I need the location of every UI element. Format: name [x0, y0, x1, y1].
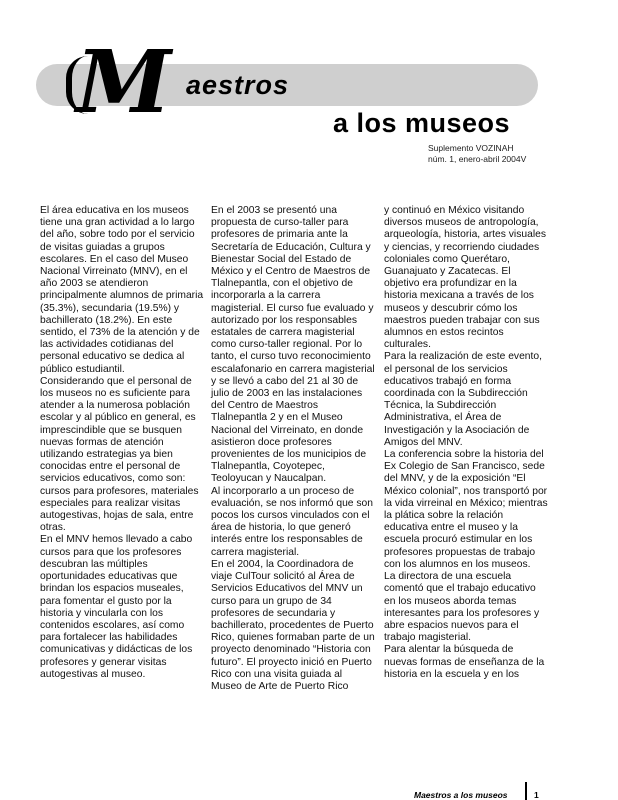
- paragraph: En el MNV hemos llevado a cabo cursos para que los profesores descubran las múltiples oportunidades educativas que brindan los espacios museales, para fomentar el gusto por la historia y vincularla con los contenidos escolares, así como para fortalecer las habilidades comunicativas y didácticas de los profesores y generar visitas autogestivas al museo.: [40, 534, 193, 680]
- text-column-2: [211, 205, 375, 693]
- paragraph: Para alentar la búsqueda de nuevas formas de enseñanza de la historia en la escuela y en los: [384, 644, 545, 680]
- drop-letter: M: [76, 32, 170, 133]
- paragraph: En el 2004, la Coordinadora de viaje CulTour solicitó al Área de Servicios Educativos del MNV un curso para un grupo de 34 profesores de secundaria y bachillerato, procedentes de Puerto Rico, quienes formaban parte de un proyecto denominado “Historia con futuro”. El proyecto inició en Puerto Rico con una visita guiada al Museo de Arte de Puerto Rico: [211, 558, 375, 692]
- running-title: Maestros a los museos: [414, 790, 508, 800]
- supplement-issue: núm. 1, enero-abril 2004V: [428, 154, 527, 164]
- text-column-1: [40, 205, 204, 681]
- paragraph: Para la realización de este evento, el personal de los servicios educativos trabajó en forma coordinada con la Subdirección Técnica, la Subdirección Administrativa, el Área de Investigación y la Asociación de Amigos del MNV.: [384, 351, 542, 448]
- supplement-name: Suplemento VOZINAH: [428, 143, 514, 153]
- paragraph: Al incorporarlo a un proceso de evaluación, se nos informó que son pocos los cursos vinculados con el área de historia, lo que generó interés entre los responsables de carrera magisterial.: [211, 485, 373, 558]
- supplement-info: [428, 143, 526, 165]
- paragraph: El área educativa en los museos tiene una gran actividad a lo largo del año, sobre todo por el servicio de visitas guiadas a grupos escolares. En el caso del Museo Nacional Virreinato (MNV), en el año 2003 se atendieron principalmente alumnos de primaria (35.3%), secundaria (19.5%) y bachillerato (18.2%). En este sentido, el 73% de la atención y de las actividades cotidianas del personal educativo se dedica al público estudiantil.: [40, 205, 204, 375]
- paragraph: La directora de una escuela comentó que el trabajo educativo en los museos aborda temas interesantes para los profesores y abre espacios nuevos para el trabajo magisterial.: [384, 571, 540, 644]
- text-column-3: [384, 205, 548, 681]
- paragraph: Considerando que el personal de los museos no es suficiente para atender a la numerosa población escolar y al público en general, es imprescindible que se busquen nuevas formas de atención utilizando estrategias ya bien conocidas entre el personal de servicios educativos, como son: cursos para profesores, materiales especiales para realizar visitas autogestivas, hojas de sala, entre otras.: [40, 375, 199, 534]
- paragraph: En el 2003 se presentó una propuesta de curso-taller para profesores de primaria ante la Secretaría de Educación, Cultura y Bienestar Social del Estado de México y el Centro de Maestros de Tlalnepantla, con el objetivo de incorporarla a la carrera magisterial. El curso fue evaluado y autorizado por los responsables estatales de carrera magisterial como curso-taller regional. Por lo tanto, el curso tuvo reconocimiento escalafonario en carrera magisterial y se llevó a cabo del 21 al 30 de julio de 2003 en las instalaciones del Centro de Maestros Tlalnepantla 2 y en el Museo Nacional del Virreinato, en donde asistieron doce profesores provenientes de los municipios de Tlalnepantla, Coyotepec, Teoloyucan y Naucalpan.: [211, 205, 375, 485]
- title-line-2: a los museos: [333, 108, 511, 138]
- title-line-1: aestros: [186, 70, 290, 100]
- footer-divider: [525, 782, 527, 800]
- paragraph: y continuó en México visitando diversos museos de antropología, arqueología, historia, artes visuales y ciencias, y recorriendo ciudades coloniales como Querétaro, Guanajuato y Zacatecas. El objetivo era profundizar en la historia mexicana a través de los museos y descubrir cómo los maestros pueden trabajar con sus alumnos en estos recintos culturales.: [384, 205, 546, 351]
- paragraph: La conferencia sobre la historia del Ex Colegio de San Francisco, sede del MNV, y de la exposición “El México colonial”, nos transportó por la vida virreinal en México; mientras la plática sobre la relación educativa entre el museo y la escuela procuró estimular en los profesores propuestas de trabajo con los alumnos en los museos.: [384, 449, 548, 570]
- page-number: 1: [534, 790, 539, 800]
